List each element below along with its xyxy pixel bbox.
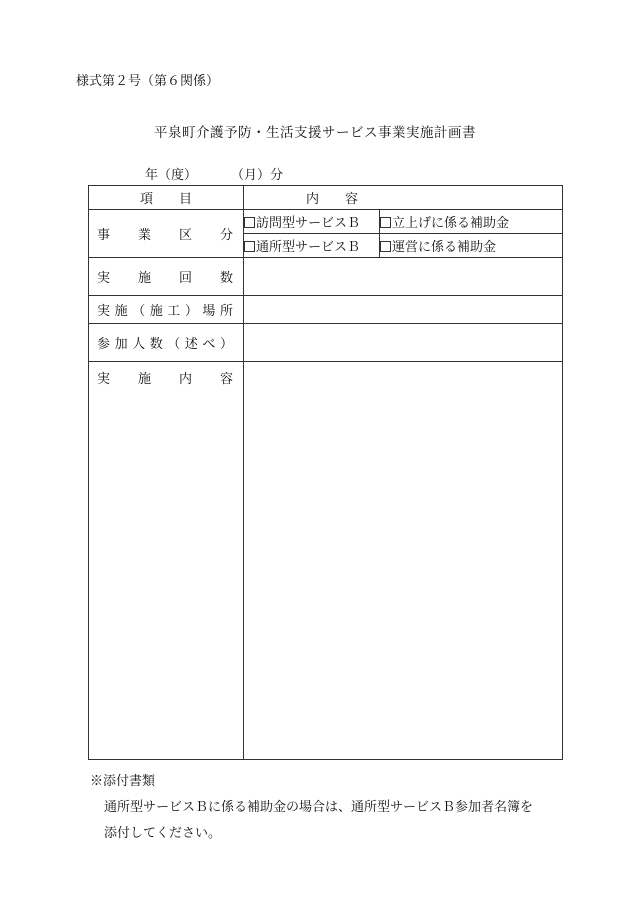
option-daycare-service-b[interactable]: 通所型サービスＢ: [244, 234, 380, 258]
table-row-place: [89, 296, 563, 324]
table-row-category-1: [89, 210, 563, 234]
attachments-heading: ※添付書類: [90, 774, 156, 789]
attachments-note-line2: 添付してください。: [104, 826, 222, 841]
place-value-cell[interactable]: [244, 296, 563, 324]
count-label: 実 施 回 数: [89, 258, 244, 296]
option-operation-subsidy[interactable]: 運営に係る補助金: [380, 234, 563, 258]
details-label: 実 施 内 容: [89, 362, 244, 760]
form-number: 様式第２号（第６関係）: [76, 74, 220, 89]
table-row-count: [89, 258, 563, 296]
details-value-cell[interactable]: [244, 362, 563, 760]
category-label: 事 業 区 分: [89, 210, 244, 258]
count-value-cell[interactable]: [244, 258, 563, 296]
table-row-participants: [89, 324, 563, 362]
attachments-note-line1: 通所型サービスＢに係る補助金の場合は、通所型サービスＢ参加者名簿を: [104, 800, 534, 815]
option-startup-subsidy[interactable]: 立上げに係る補助金: [380, 210, 563, 234]
checkbox-icon[interactable]: [244, 217, 255, 228]
period-line: [145, 164, 283, 183]
document-title: 平泉町介護予防・生活支援サービス事業実施計画書: [154, 125, 476, 141]
place-label: 実 施 （ 施 工 ） 場 所: [89, 296, 244, 324]
checkbox-icon[interactable]: [380, 217, 391, 228]
month-field-label: （月）分: [231, 168, 284, 183]
header-item: 項 目: [89, 186, 244, 210]
header-content: 内 容: [244, 186, 563, 210]
checkbox-icon[interactable]: [380, 241, 391, 252]
option-visit-service-b[interactable]: 訪問型サービスＢ: [244, 210, 380, 234]
year-field-label: 年（度）: [145, 168, 198, 183]
participants-label: 参 加 人 数 （ 述 べ ）: [89, 324, 244, 362]
plan-table: [88, 185, 563, 760]
checkbox-icon[interactable]: [244, 241, 255, 252]
participants-value-cell[interactable]: [244, 324, 563, 362]
table-header-row: [89, 186, 563, 210]
table-row-details: [89, 362, 563, 760]
